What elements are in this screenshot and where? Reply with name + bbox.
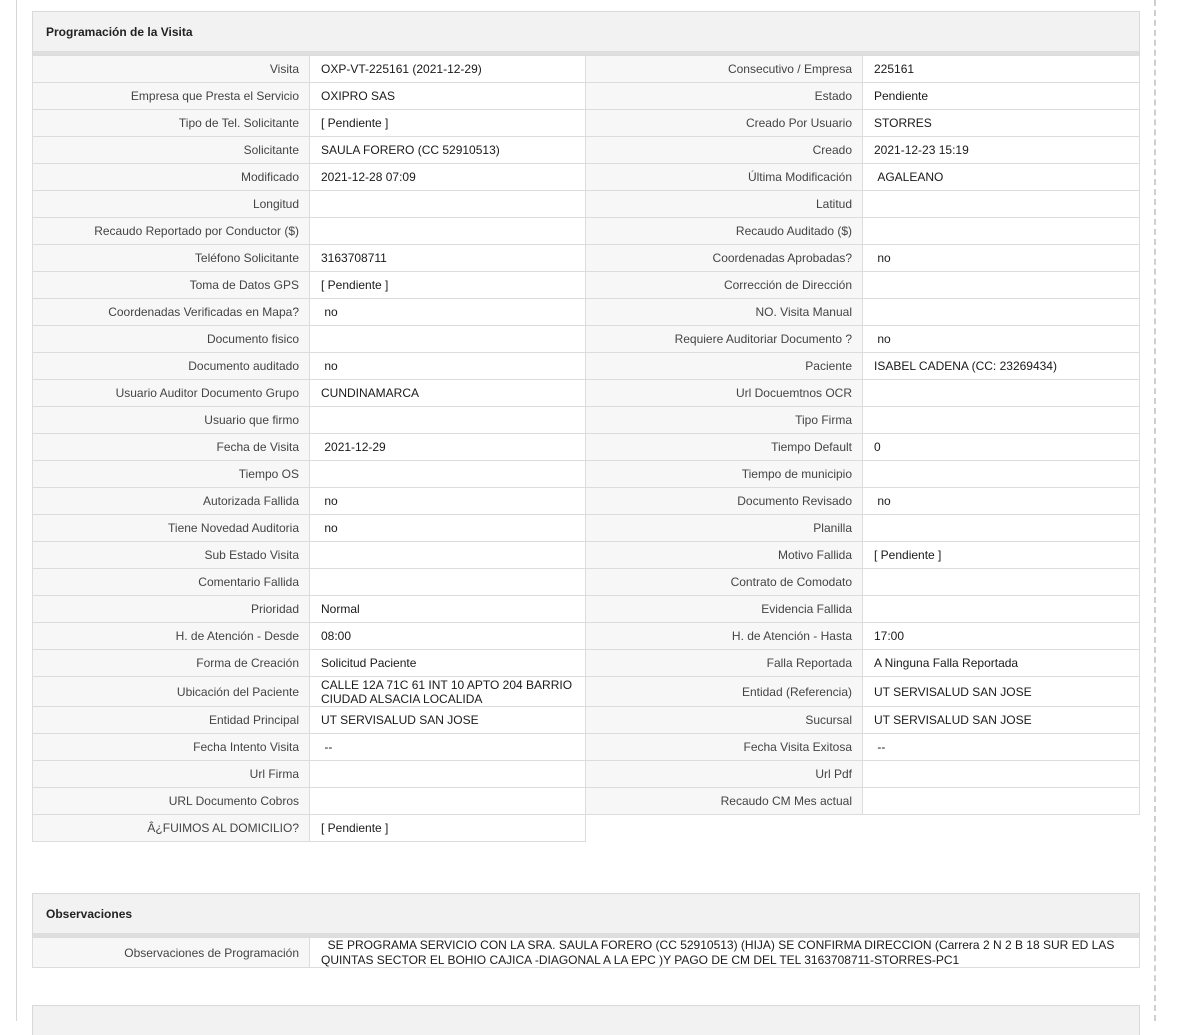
field-label: Usuario que firmo <box>32 406 310 434</box>
field-value <box>862 568 1140 596</box>
field-value: A Ninguna Falla Reportada <box>862 649 1140 677</box>
field-label: Paciente <box>585 352 863 380</box>
field-value: Solicitud Paciente <box>309 649 586 677</box>
field-label: Tiempo OS <box>32 460 310 488</box>
field-label: Recaudo CM Mes actual <box>585 787 863 815</box>
field-label: Tipo Firma <box>585 406 863 434</box>
field-label: Longitud <box>32 190 310 218</box>
field-label: NO. Visita Manual <box>585 298 863 326</box>
field-label: Latitud <box>585 190 863 218</box>
field-value: Pendiente <box>862 82 1140 110</box>
field-label: Teléfono Solicitante <box>32 244 310 272</box>
field-label: Estado <box>585 82 863 110</box>
observaciones-section <box>32 893 1140 967</box>
field-value: -- <box>309 733 586 761</box>
field-label: Usuario Auditor Documento Grupo <box>32 379 310 407</box>
field-value: no <box>862 487 1140 515</box>
field-value <box>309 568 586 596</box>
field-label: Url Firma <box>32 760 310 788</box>
field-label: Tipo de Tel. Solicitante <box>32 109 310 137</box>
field-value <box>862 787 1140 815</box>
field-label: Documento fisico <box>32 325 310 353</box>
field-value <box>862 595 1140 623</box>
field-value: 3163708711 <box>309 244 586 272</box>
field-value: 17:00 <box>862 622 1140 650</box>
field-label: H. de Atención - Desde <box>32 622 310 650</box>
field-value: 2021-12-28 07:09 <box>309 163 586 191</box>
field-value <box>309 190 586 218</box>
field-value <box>862 406 1140 434</box>
field-label: Recaudo Auditado ($) <box>585 217 863 245</box>
field-label: Modificado <box>32 163 310 191</box>
field-label: Url Docuemtnos OCR <box>585 379 863 407</box>
field-label: Toma de Datos GPS <box>32 271 310 299</box>
field-label: Fecha Intento Visita <box>32 733 310 761</box>
page-frame-left-border <box>16 0 17 1021</box>
field-label: Creado <box>585 136 863 164</box>
field-label: Documento Revisado <box>585 487 863 515</box>
field-label: Creado Por Usuario <box>585 109 863 137</box>
field-value <box>862 190 1140 218</box>
field-label: Sub Estado Visita <box>32 541 310 569</box>
next-section <box>32 1005 1140 1035</box>
field-value: CUNDINAMARCA <box>309 379 586 407</box>
field-value <box>862 217 1140 245</box>
observaciones-programacion-value: SE PROGRAMA SERVICIO CON LA SRA. SAULA FORERO (CC 52910513) (HIJA) SE CONFIRMA DIRECCION (Carrera 2 N 2 B 18 SUR ED LAS QUINTAS SECTOR EL BOHIO CAJICA -DIAGONAL A LA EPC )Y PAGO DE CM DEL TEL 3163708711-STORRES-PC1 <box>309 937 1140 968</box>
field-value <box>309 760 586 788</box>
field-value <box>309 217 586 245</box>
field-label: Recaudo Reportado por Conductor ($) <box>32 217 310 245</box>
field-label: Última Modificación <box>585 163 863 191</box>
field-value <box>862 271 1140 299</box>
field-value: 2021-12-23 15:19 <box>862 136 1140 164</box>
field-label: Motivo Fallida <box>585 541 863 569</box>
field-label: Contrato de Comodato <box>585 568 863 596</box>
field-value: [ Pendiente ] <box>309 109 586 137</box>
field-value: no <box>862 325 1140 353</box>
field-value <box>862 298 1140 326</box>
field-value <box>862 460 1140 488</box>
field-value: OXIPRO SAS <box>309 82 586 110</box>
field-label: Requiere Auditoriar Documento ? <box>585 325 863 353</box>
field-value: no <box>309 514 586 542</box>
field-value: 2021-12-29 <box>309 433 586 461</box>
field-label: Coordenadas Verificadas en Mapa? <box>32 298 310 326</box>
field-label: Entidad Principal <box>32 706 310 734</box>
field-value: no <box>309 298 586 326</box>
field-label: Tiene Novedad Auditoria <box>32 514 310 542</box>
observaciones-programacion-label: Observaciones de Programación <box>32 937 310 968</box>
field-label: Visita <box>32 55 310 83</box>
field-value: -- <box>862 733 1140 761</box>
field-value <box>862 760 1140 788</box>
field-label: Evidencia Fallida <box>585 595 863 623</box>
field-value <box>862 514 1140 542</box>
field-value: 08:00 <box>309 622 586 650</box>
field-label: Autorizada Fallida <box>32 487 310 515</box>
field-label: Comentario Fallida <box>32 568 310 596</box>
field-label: Documento auditado <box>32 352 310 380</box>
field-label: Empresa que Presta el Servicio <box>32 82 310 110</box>
field-label: Tiempo de municipio <box>585 460 863 488</box>
field-value: UT SERVISALUD SAN JOSE <box>862 676 1140 707</box>
field-value: UT SERVISALUD SAN JOSE <box>862 706 1140 734</box>
field-value: no <box>309 487 586 515</box>
field-value: no <box>862 244 1140 272</box>
page-frame-right-border <box>1154 0 1156 1021</box>
observaciones-title: Observaciones <box>32 893 1140 933</box>
field-label: Coordenadas Aprobadas? <box>585 244 863 272</box>
field-value <box>309 541 586 569</box>
field-label: Url Pdf <box>585 760 863 788</box>
field-value: [ Pendiente ] <box>309 271 586 299</box>
field-label: Consecutivo / Empresa <box>585 55 863 83</box>
field-label: Sucursal <box>585 706 863 734</box>
field-value: ISABEL CADENA (CC: 23269434) <box>862 352 1140 380</box>
field-value: STORRES <box>862 109 1140 137</box>
field-value: AGALEANO <box>862 163 1140 191</box>
field-label: Falla Reportada <box>585 649 863 677</box>
field-label: Planilla <box>585 514 863 542</box>
field-value: UT SERVISALUD SAN JOSE <box>309 706 586 734</box>
field-value: [ Pendiente ] <box>862 541 1140 569</box>
observaciones-grid <box>32 937 1140 967</box>
field-label: Fecha Visita Exitosa <box>585 733 863 761</box>
field-label: Entidad (Referencia) <box>585 676 863 707</box>
field-value: no <box>309 352 586 380</box>
field-value: 225161 <box>862 55 1140 83</box>
field-value <box>309 460 586 488</box>
field-label: Prioridad <box>32 595 310 623</box>
field-label: Solicitante <box>32 136 310 164</box>
field-value <box>309 787 586 815</box>
next-section-header <box>32 1005 1140 1035</box>
programacion-section <box>32 11 1140 842</box>
field-value: CALLE 12A 71C 61 INT 10 APTO 204 BARRIO CIUDAD ALSACIA LOCALIDA <box>309 676 586 707</box>
field-value: OXP-VT-225161 (2021-12-29) <box>309 55 586 83</box>
field-value <box>309 406 586 434</box>
programacion-title: Programación de la Visita <box>32 11 1140 51</box>
field-value: 0 <box>862 433 1140 461</box>
field-value: Normal <box>309 595 586 623</box>
programacion-grid <box>32 55 1140 842</box>
field-label: Ubicación del Paciente <box>32 676 310 707</box>
field-label: Corrección de Dirección <box>585 271 863 299</box>
field-label: Tiempo Default <box>585 433 863 461</box>
field-value <box>862 379 1140 407</box>
field-label: Fecha de Visita <box>32 433 310 461</box>
field-label: URL Documento Cobros <box>32 787 310 815</box>
field-label: Â¿FUIMOS AL DOMICILIO? <box>32 814 310 842</box>
field-value <box>309 325 586 353</box>
field-value: SAULA FORERO (CC 52910513) <box>309 136 586 164</box>
field-label: Forma de Creación <box>32 649 310 677</box>
field-label: H. de Atención - Hasta <box>585 622 863 650</box>
field-value: [ Pendiente ] <box>309 814 586 842</box>
